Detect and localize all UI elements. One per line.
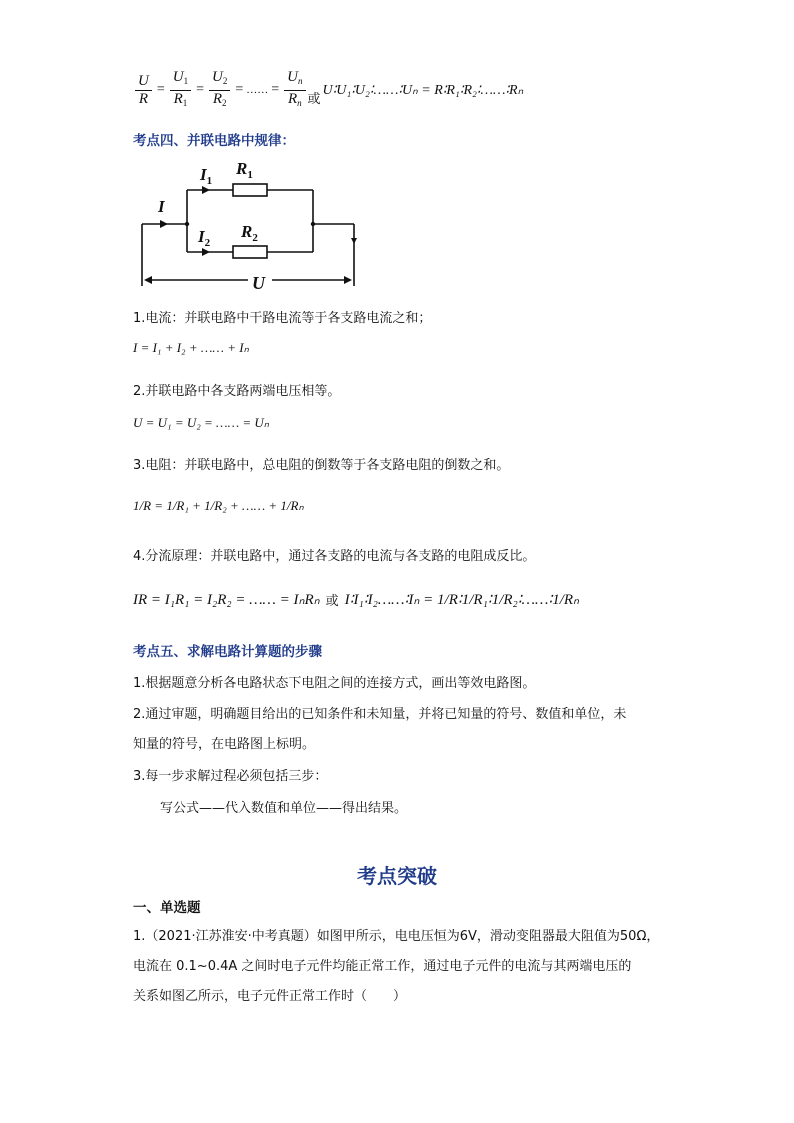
section5-item2-line2: 知量的符号，在电路图上标明。 bbox=[133, 737, 316, 752]
section5-item3: 3.每一步求解过程必须包括三步： bbox=[133, 769, 328, 784]
current-sum-formula: I = I₁ + I₂ + …… + Iₙ bbox=[133, 340, 249, 355]
label-i2: $I_2$ bbox=[198, 227, 211, 249]
section4-heading: 考点四、并联电路中规律： bbox=[133, 133, 295, 149]
fraction-u-over-r: $\frac{U}{R}$ bbox=[135, 73, 152, 108]
breakthrough-title: 考点突破 bbox=[357, 864, 437, 888]
label-i: I bbox=[158, 197, 165, 216]
section5-item1: 1.根据题意分析各电路状态下电阻之间的连接方式，画出等效电路图。 bbox=[133, 676, 536, 691]
section5-item3-detail: 写公式——代入数值和单位——得出结果。 bbox=[160, 801, 408, 816]
fraction-u1-over-r1: $\frac{U_1}{R_1}$ bbox=[170, 69, 191, 112]
section5-item2-line1: 2.通过审题，明确题目给出的已知条件和未知量，并将已知量的符号、数值和单位，未 bbox=[133, 707, 627, 722]
section4-item2: 2.并联电路中各支路两端电压相等。 bbox=[133, 384, 341, 399]
series-voltage-ratio-formula: $\frac{U}{R}$ = $\frac{U_1}{R_1}$ = $\frac{U_2}{R_2}$ = …… = $\frac{U_n}{R_n}$ 或 U∶U₁∶U₂∶……∶Uₙ = R∶R₁∶R₂∶……∶Rₙ bbox=[133, 68, 523, 112]
label-u: U bbox=[252, 273, 265, 292]
label-r2: $R_2$ bbox=[241, 222, 258, 244]
fraction-un-over-rn: $\frac{U_n}{R_n}$ bbox=[284, 69, 305, 112]
section5-heading: 考点五、求解电路计算题的步骤 bbox=[133, 644, 322, 660]
voltage-resistance-ratio: U∶U₁∶U₂∶……∶Uₙ = R∶R₁∶R₂∶……∶Rₙ bbox=[322, 82, 524, 98]
or-label: 或 bbox=[307, 91, 321, 107]
section4-item3: 3.电阻：并联电路中，总电阻的倒数等于各支路电阻的倒数之和。 bbox=[133, 458, 510, 473]
parallel-circuit-diagram bbox=[130, 152, 370, 292]
section4-item1: 1.电流：并联电路中干路电流等于各支路电流之和； bbox=[133, 311, 432, 326]
section4-item4: 4.分流原理：并联电路中，通过各支路的电流与各支路的电阻成反比。 bbox=[133, 549, 536, 564]
question1-line1: 1.（2021·江苏淮安·中考真题）如图甲所示，电电压恒为6V，滑动变阻器最大阻值为50Ω， bbox=[133, 929, 660, 944]
fraction-u2-over-r2: $\frac{U_2}{R_2}$ bbox=[209, 69, 230, 112]
or-label: 或 bbox=[325, 594, 339, 609]
label-r1: $R_1$ bbox=[236, 159, 253, 181]
voltage-equal-formula: U = U₁ = U₂ = …… = Uₙ bbox=[133, 415, 269, 430]
single-choice-heading: 一、单选题 bbox=[133, 900, 201, 916]
current-ratio-formula: I∶I₁∶I₂……∶Iₙ = 1/R∶1/R₁∶1/R₂∶……∶1/Rₙ bbox=[344, 592, 580, 608]
reciprocal-resistance-formula: 1/R = 1/R₁ + 1/R₂ + …… + 1/Rₙ bbox=[133, 498, 304, 513]
question1-line3: 关系如图乙所示，电子元件正常工作时（ ） bbox=[133, 989, 407, 1004]
label-i1: $I_1$ bbox=[200, 165, 213, 187]
current-division-formula bbox=[133, 590, 579, 609]
question1-line2: 电流在 0.1~0.4A 之间时电子元件均能正常工作，通过电子元件的电流与其两端电压的 bbox=[133, 959, 632, 974]
ir-product-formula: IR = I₁R₁ = I₂R₂ = …… = IₙRₙ bbox=[133, 592, 320, 608]
